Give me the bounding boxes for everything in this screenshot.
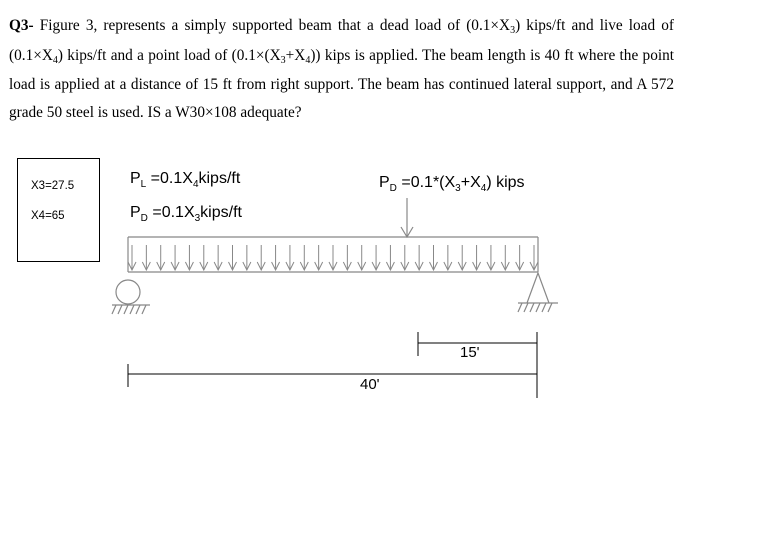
dimension-40ft bbox=[128, 364, 537, 387]
dimension-15ft bbox=[418, 332, 537, 398]
pin-support bbox=[112, 280, 150, 314]
point-load-label bbox=[379, 174, 525, 192]
roller-support bbox=[518, 273, 558, 312]
subscript: D bbox=[389, 183, 397, 194]
label-part: kips/ft bbox=[198, 170, 241, 187]
question-text-part: +X bbox=[285, 46, 306, 64]
question-text-part: ) kips/ft and live load of (0.1×X bbox=[9, 17, 674, 64]
dimension-40-label: 40' bbox=[360, 376, 380, 393]
dimension-15-label: 15' bbox=[460, 344, 480, 361]
subscript: 3 bbox=[455, 183, 461, 194]
subscript: 3 bbox=[194, 213, 201, 224]
subscript: 4 bbox=[52, 54, 58, 66]
question-number: Q3- bbox=[9, 17, 34, 34]
load-arrows bbox=[128, 245, 538, 270]
pin-hatch bbox=[112, 305, 146, 314]
variable-x4: X4=65 bbox=[31, 210, 65, 222]
point-load-arrow bbox=[401, 198, 413, 237]
dead-load-label bbox=[130, 204, 242, 222]
subscript: 4 bbox=[480, 183, 487, 194]
label-part: kips/ft bbox=[200, 204, 242, 221]
subscript: 4 bbox=[192, 179, 199, 190]
subscript: 3 bbox=[510, 25, 516, 36]
roller-hatch bbox=[518, 303, 552, 312]
pin-circle bbox=[116, 280, 140, 304]
label-part: P bbox=[130, 170, 141, 187]
question-text-part: )) kips is applied. The beam length is 40 ft where the point load is applied at a distance of 15 ft from right support. The beam has continued lateral support, and A 572 grade 50 steel is used. IS a W30×108 adequate? bbox=[9, 46, 675, 121]
label-part: P bbox=[130, 204, 141, 221]
label-part: =0.1X bbox=[146, 170, 193, 187]
roller-triangle bbox=[527, 273, 549, 303]
variable-x3: X3=27.5 bbox=[31, 180, 75, 192]
subscript: L bbox=[140, 179, 147, 190]
question-text-part: Figure 3, represents a simply supported beam that a dead load of (0.1×X bbox=[33, 17, 511, 34]
label-part: P bbox=[379, 174, 390, 191]
question-text-part: ) kips/ft and a point load of (0.1×(X bbox=[57, 46, 281, 64]
label-part: =0.1*(X bbox=[396, 174, 456, 191]
label-part: ) kips bbox=[486, 174, 525, 191]
subscript: 4 bbox=[305, 54, 311, 66]
subscript: 3 bbox=[280, 54, 286, 66]
live-load-label bbox=[130, 170, 240, 188]
subscript: D bbox=[140, 213, 148, 224]
label-part: =0.1X bbox=[147, 204, 195, 221]
label-part: +X bbox=[460, 174, 481, 191]
